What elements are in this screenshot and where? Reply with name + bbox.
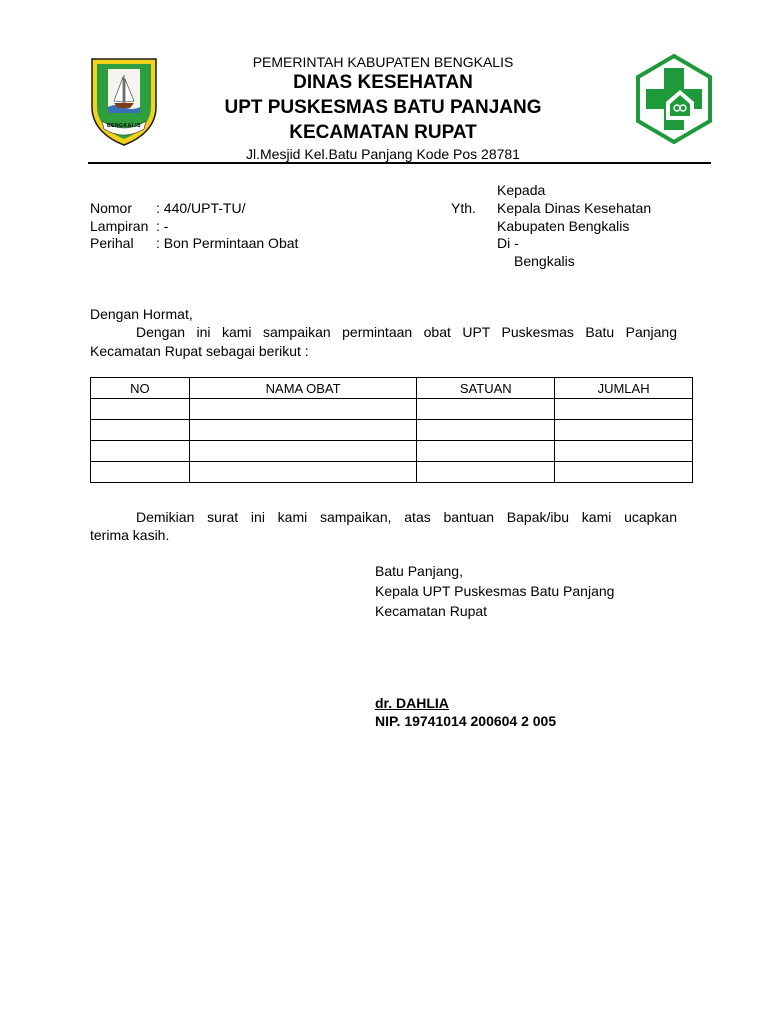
paragraph-2-line-1: Demikian surat ini kami sampaikan, atas bantuan Bapak/ibu kami ucapkan: [136, 509, 677, 525]
table-cell: [555, 462, 693, 483]
signature-title-1: Kepala UPT Puskesmas Batu Panjang: [375, 583, 615, 599]
column-header-nama-obat: NAMA OBAT: [189, 378, 417, 399]
signatory-name: dr. DAHLIA: [375, 695, 449, 711]
meta-nomor-label: Nomor: [90, 200, 133, 216]
meta-nomor-value: : 440/UPT-TU/: [156, 200, 246, 216]
signature-title-2: Kecamatan Rupat: [375, 603, 488, 619]
table-row: [91, 462, 693, 483]
table-cell: [417, 462, 555, 483]
paragraph-1-line-2: Kecamatan Rupat sebagai berikut :: [90, 343, 309, 359]
paragraph-1-line-1: Dengan ini kami sampaikan permintaan obat UPT Puskesmas Batu Panjang: [136, 324, 677, 340]
meta-lampiran-label: Lampiran: [90, 218, 149, 234]
table-cell: [91, 399, 190, 420]
table-cell: [417, 420, 555, 441]
recipient-yth: Yth.: [451, 200, 476, 216]
header-address: Jl.Mesjid Kel.Batu Panjang Kode Pos 28781: [246, 146, 520, 162]
recipient-line4: Bengkalis: [514, 253, 575, 269]
header-divider: [88, 162, 711, 164]
table-cell: [417, 399, 555, 420]
recipient-kepada: Kepada: [497, 182, 546, 198]
medicine-request-table: [90, 377, 693, 483]
puskesmas-logo-icon: [635, 54, 713, 144]
meta-perihal-label: Perihal: [90, 235, 134, 251]
signatory-nip: NIP. 19741014 200604 2 005: [375, 713, 557, 729]
table-cell: [417, 441, 555, 462]
table-cell: [189, 462, 417, 483]
recipient-line3: Di -: [497, 235, 519, 251]
table-row: [91, 420, 693, 441]
table-cell: [189, 399, 417, 420]
table-header-row: [91, 378, 693, 399]
greeting: Dengan Hormat,: [90, 306, 193, 322]
header-district: KECAMATAN RUPAT: [289, 122, 477, 143]
column-header-satuan: SATUAN: [417, 378, 555, 399]
table-cell: [189, 420, 417, 441]
meta-perihal-value: : Bon Permintaan Obat: [156, 235, 299, 251]
table-cell: [91, 462, 190, 483]
header-institution: UPT PUSKESMAS BATU PANJANG: [224, 97, 542, 118]
recipient-line1: Kepala Dinas Kesehatan: [497, 200, 652, 216]
table-cell: [91, 420, 190, 441]
meta-lampiran-value: : -: [156, 218, 169, 234]
table-cell: [91, 441, 190, 462]
table-cell: [555, 441, 693, 462]
table-cell: [555, 420, 693, 441]
header-government: PEMERINTAH KABUPATEN BENGKALIS: [252, 54, 514, 70]
table-cell: [189, 441, 417, 462]
column-header-jumlah: JUMLAH: [555, 378, 693, 399]
table-row: [91, 399, 693, 420]
paragraph-2-line-2: terima kasih.: [90, 527, 170, 543]
signature-place: Batu Panjang,: [375, 563, 463, 579]
emblem-banner-text: BENGKALIS: [107, 123, 141, 129]
recipient-line2: Kabupaten Bengkalis: [497, 218, 630, 234]
column-header-no: NO: [91, 378, 190, 399]
table-cell: [555, 399, 693, 420]
table-row: [91, 441, 693, 462]
header-agency: DINAS KESEHATAN: [293, 72, 473, 93]
